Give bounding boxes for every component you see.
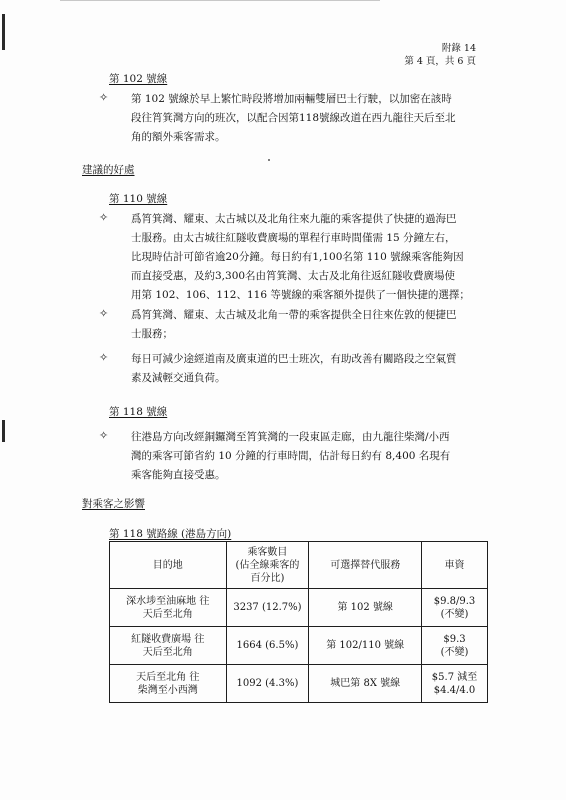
table-caption-text: 第 118 號路線 (港島方向) <box>109 528 232 540</box>
text-line: 比現時估計可節省逾20分鐘。每日約有1,100名第 110 號線乘客能夠因 <box>131 251 464 263</box>
route-110-bullet-2 <box>99 306 499 344</box>
route-118-heading-text: 第 118 號線 <box>109 406 168 418</box>
route-110-text-1 <box>131 210 499 305</box>
table-row <box>110 627 488 665</box>
appendix-label: 附錄 14 <box>441 43 476 54</box>
text-line: 往港島方向改經銅鑼灣至筲箕灣的一段東區走廊，由九龍往柴灣/小西 <box>131 431 450 443</box>
text-line: 士服務； <box>131 328 173 340</box>
benefits-heading-text: 建議的好處 <box>82 164 135 176</box>
cell-fare <box>422 627 488 665</box>
cell-destination <box>110 589 227 627</box>
route-102-heading-text: 第 102 號線 <box>109 73 168 85</box>
route-118-heading <box>109 405 167 419</box>
route-110-text-2 <box>131 306 499 344</box>
impact-heading-text: 對乘客之影響 <box>82 498 145 510</box>
text-line: 每日可減少途經道南及廣東道的巴士班次，有助改善有關路段之空氣質 <box>131 353 457 365</box>
header-line: (佔全線乘客的 <box>235 559 300 571</box>
bullet-icon: ✧ <box>99 351 109 364</box>
cell-passengers: 1664 (6.5%) <box>226 627 309 665</box>
cell-line: (不變) <box>440 608 469 620</box>
text-line: 爲筲箕灣、耀東、太古城以及北角往來九龍的乘客提供了快捷的過海巴 <box>131 213 457 225</box>
text-line: 用第 102、106、112、116 等號線的乘客額外提供了一個快捷的選擇； <box>131 289 470 301</box>
header-fare <box>422 542 488 589</box>
cell-line: 深水埗至油麻地 往 <box>126 595 210 607</box>
route-102-bullet <box>99 90 499 147</box>
cell-line: (不變) <box>440 646 469 658</box>
cell-fare <box>422 665 488 703</box>
cell-alternative: 城巴第 8X 號線 <box>309 665 422 703</box>
bullet-icon: ✧ <box>99 211 109 224</box>
scan-edge-mark-middle <box>2 420 5 442</box>
bullet-icon: ✧ <box>99 307 109 320</box>
text-line: 段往筲箕灣方向的班次，以配合因第118號線改道在西九龍往天后至北 <box>131 112 456 124</box>
route-110-bullet-3 <box>99 350 499 388</box>
text-line: 角的額外乘客需求。 <box>131 131 226 143</box>
cell-line: $9.8/9.3 <box>433 595 476 607</box>
text-line: 士服務。由太古城往紅隧收費廣場的單程行車時間僅需 15 分鐘左右， <box>131 232 456 244</box>
header-line: 乘客數目 <box>247 546 288 558</box>
header-line: 百分比) <box>250 572 285 584</box>
table-caption <box>109 527 231 541</box>
bullet-icon: ✧ <box>99 91 109 104</box>
cell-alternative: 第 102 號線 <box>309 589 422 627</box>
route-110-heading <box>109 192 167 206</box>
cell-line: 柴灣至小西灣 <box>137 684 198 696</box>
text-line: 而直接受惠，及約3,300名由筲箕灣、太古及北角往返紅隧收費廣場使 <box>131 270 456 282</box>
text-line: 灣的乘客可節省約 10 分鐘的行車時間，估計每日約有 8,400 名現有 <box>131 450 451 462</box>
scan-edge-mark-top <box>2 14 5 50</box>
route-118-text <box>131 428 499 485</box>
cell-line: $5.7 減至 <box>431 671 478 683</box>
table-row <box>110 665 488 703</box>
text-line: 第 102 號線於早上繁忙時段將增加兩輛雙層巴士行駛，以加密在該時 <box>131 93 452 105</box>
cell-alternative: 第 102/110 號線 <box>309 627 422 665</box>
scan-speck <box>268 159 270 161</box>
route-110-text-3 <box>131 350 499 388</box>
route-110-bullet-1 <box>99 210 499 305</box>
header-alternative <box>309 542 422 589</box>
cell-destination <box>110 627 227 665</box>
bullet-icon: ✧ <box>99 429 109 442</box>
scan-top-rule <box>60 0 380 1</box>
text-line: 爲筲箕灣、耀東、太古城及北角一帶的乘客提供全日往來佐敦的便捷巴 <box>131 309 457 321</box>
page-number: 第 4 頁，共 6 頁 <box>404 56 476 67</box>
header-line: 車資 <box>444 559 465 571</box>
cell-line: $9.3 <box>443 633 466 645</box>
route-102-heading <box>109 72 167 86</box>
route-118-bullet <box>99 428 499 485</box>
cell-destination <box>110 665 227 703</box>
route-118-impact-table <box>109 541 488 703</box>
route-102-text <box>131 90 499 147</box>
text-line: 乘客能夠直接受惠。 <box>131 469 226 481</box>
header-line: 可選擇替代服務 <box>330 559 401 571</box>
cell-line: 紅隧收費廣場 往 <box>131 633 205 645</box>
cell-line: 天后至北角 往 <box>136 671 200 683</box>
benefits-heading <box>82 163 135 177</box>
route-110-heading-text: 第 110 號線 <box>109 193 168 205</box>
cell-line: $4.4/4.0 <box>433 684 476 696</box>
header-passengers <box>226 542 309 589</box>
cell-passengers: 1092 (4.3%) <box>226 665 309 703</box>
cell-line: 天后至北角 <box>142 608 193 620</box>
table-header-row <box>110 542 488 589</box>
text-line: 素及減輕交通負荷。 <box>131 372 226 384</box>
cell-line: 天后至北角 <box>142 646 193 658</box>
cell-fare <box>422 589 488 627</box>
header-line: 目的地 <box>152 559 183 571</box>
cell-passengers: 3237 (12.7%) <box>226 589 309 627</box>
header-destination <box>110 542 227 589</box>
impact-heading <box>82 497 145 511</box>
table-row <box>110 589 488 627</box>
